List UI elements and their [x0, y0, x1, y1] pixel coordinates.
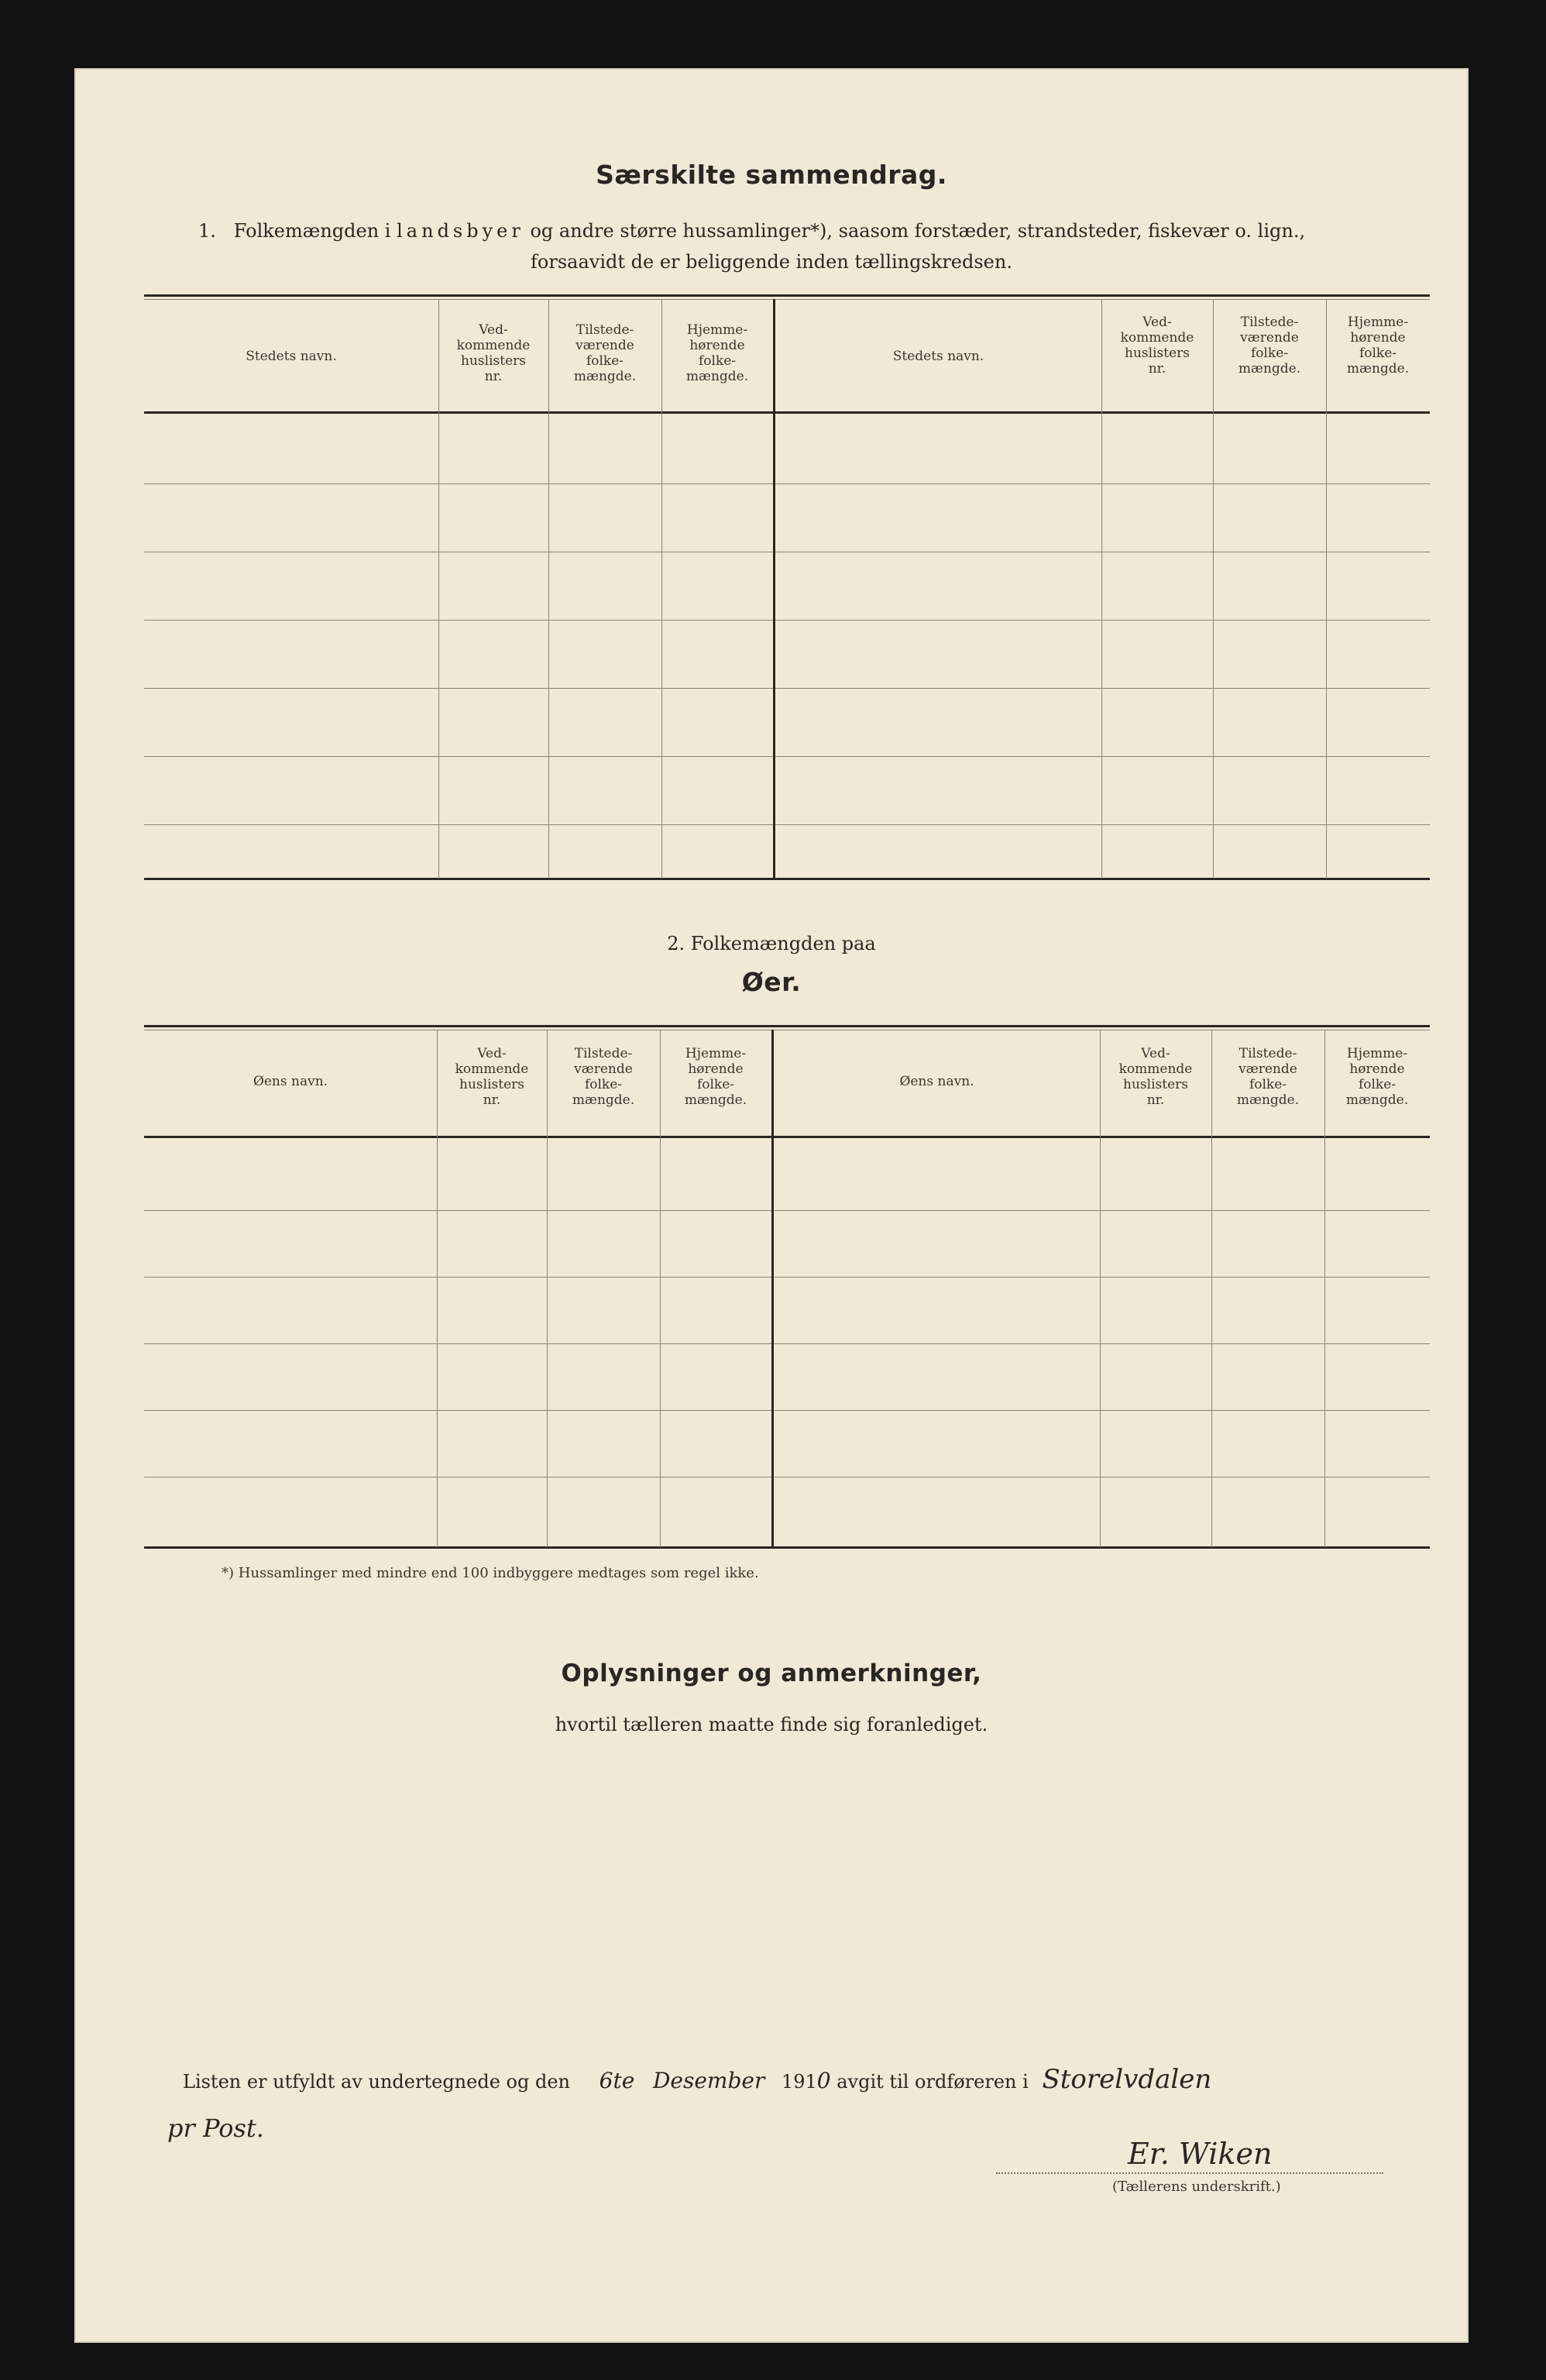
table1-row-line	[144, 483, 1430, 484]
footnote: *) Hussamlinger med mindre end 100 indbyggere medtages som regel ikke.	[222, 1565, 759, 1581]
section1-text-after: og andre større hussamlinger*), saasom forstæder, strandsteder, fiskevær o. lign.,	[530, 220, 1306, 242]
signature-line	[996, 2172, 1383, 2174]
closing-day: 6te	[599, 2068, 635, 2093]
table2-header-oens-navn-right: Øens navn.	[899, 1074, 974, 1089]
table1-header-stedets-navn: Stedets navn.	[246, 349, 337, 364]
signature-label: (Tællerens underskrift.)	[1112, 2179, 1281, 2195]
table1-row-line	[144, 688, 1430, 689]
section1-intro-line2: forsaavidt de er beliggende inden tællingskredsen.	[531, 251, 1012, 273]
table2-top-rule	[144, 1025, 1430, 1027]
remarks-title: Oplysninger og anmerkninger,	[561, 1659, 982, 1687]
table2-row-line	[144, 1277, 1430, 1278]
table1-header-tilstedevaerende: Tilstede- værende folke- mængde.	[573, 322, 637, 384]
closing-per-post: pr Post.	[167, 2113, 264, 2143]
table2-header-tilstedevaerende: Tilstede- værende folke- mængde.	[572, 1046, 635, 1108]
section2-intro: 2. Folkemængden paa	[667, 933, 876, 954]
signature: Er. Wiken	[1128, 2137, 1273, 2171]
closing-month: Desember	[652, 2068, 765, 2093]
closing-year-digit: 0	[816, 2068, 831, 2093]
table1-header-hjemmehorende: Hjemme- hørende folke- mængde.	[685, 322, 749, 384]
table2-row-line	[144, 1410, 1430, 1411]
table2-row-line	[144, 1343, 1430, 1344]
table1-header-huslister: Ved- kommende huslisters nr.	[456, 322, 531, 384]
table1-col-divider	[1101, 299, 1102, 879]
table1-row-line	[144, 756, 1430, 757]
closing-text1: Listen er utfyldt av undertegnede og den	[183, 2071, 571, 2093]
table1-center-divider	[773, 299, 775, 879]
section1-text-spaced: landsbyer	[397, 220, 524, 242]
table2-bottom-rule	[144, 1546, 1430, 1549]
table2-header-tilstedevaerende-right: Tilstede- værende folke- mængde.	[1236, 1046, 1300, 1108]
table1-bottom-rule	[144, 878, 1430, 880]
table1-col-divider	[1326, 299, 1327, 879]
table1-col-divider	[548, 299, 549, 879]
page-title: Særskilte sammendrag.	[596, 160, 947, 190]
closing-year-prefix: 191	[781, 2071, 817, 2093]
closing-line	[183, 2064, 1453, 2097]
table1-header-hjemmehorende-right: Hjemme- hørende folke- mængde.	[1346, 315, 1410, 377]
table2-header-huslister-right: Ved- kommende huslisters nr.	[1118, 1046, 1193, 1108]
closing-place: Storelvdalen	[1042, 2064, 1212, 2095]
section1-intro-line1	[198, 215, 1407, 246]
table1-header-huslister-right: Ved- kommende huslisters nr.	[1120, 315, 1194, 377]
table2-center-divider	[771, 1030, 774, 1547]
table1-row-line	[144, 824, 1430, 825]
census-form-page	[74, 68, 1469, 2343]
table1-top-rule	[144, 294, 1430, 297]
section1-text-before: Folkemængden i	[233, 220, 391, 242]
table2-header-oens-navn: Øens navn.	[253, 1074, 328, 1089]
table1-header-stedets-navn-right: Stedets navn.	[892, 349, 984, 364]
table2-row-line	[144, 1210, 1430, 1211]
table1-col-divider	[661, 299, 662, 879]
table2-header-hjemmehorende: Hjemme- hørende folke- mængde.	[684, 1046, 747, 1108]
table1-header-rule	[144, 411, 1430, 414]
table1-top-rule-inner	[144, 299, 1430, 300]
section1-number: 1.	[198, 220, 216, 242]
section2-heading: Øer.	[741, 967, 802, 997]
table2-header-rule	[144, 1136, 1430, 1138]
table1-row-line	[144, 620, 1430, 621]
table1-col-divider	[1213, 299, 1214, 879]
remarks-subtitle: hvortil tælleren maatte finde sig foranlediget.	[555, 1714, 988, 1735]
table2-header-huslister: Ved- kommende huslisters nr.	[455, 1046, 529, 1108]
table1-header-tilstedevaerende-right: Tilstede- værende folke- mængde.	[1238, 315, 1301, 377]
table1-col-divider	[438, 299, 439, 879]
table2-header-hjemmehorende-right: Hjemme- hørende folke- mængde.	[1345, 1046, 1409, 1108]
closing-text2: avgit til ordføreren i	[837, 2071, 1029, 2093]
